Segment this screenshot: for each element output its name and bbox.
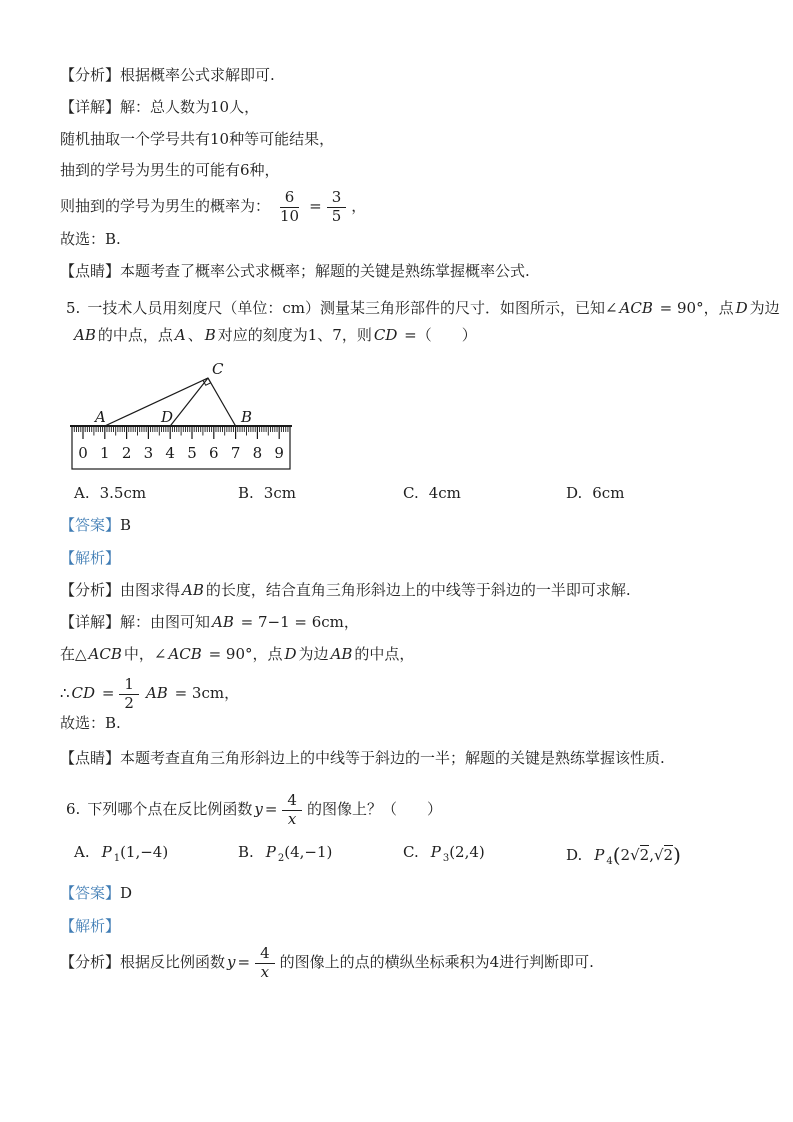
q5-choose: 故选：B.	[60, 714, 121, 732]
q6-jiexi	[60, 917, 120, 937]
q5-step: 在△ ACB 中，∠ ACB = 90°，点 D 为边 AB 的中点，	[60, 645, 415, 663]
ruler-number: 5	[187, 444, 197, 462]
q5-detail: 【详解】解：由图可知 AB = 7−1 = 6cm，	[60, 613, 359, 631]
answer-label: 【答案】	[60, 516, 121, 534]
ruler-number: 7	[230, 444, 241, 462]
ruler-number: 8	[252, 444, 263, 462]
q5-analysis: 【分析】由图求得 AB 的长度，结合直角三角形斜边上的中线等于斜边的一半即可求解.	[60, 581, 631, 599]
q6-option-c: C. P $_3$(2,4)	[403, 843, 485, 864]
ruler-number: 9	[274, 444, 284, 462]
q4-note: 【点睛】本题考查了概率公式求概率；解题的关键是熟练掌握概率公式.	[60, 262, 530, 280]
triangle-side	[170, 378, 208, 426]
q6-option-d: D. P $_4$(2√2,√2)	[566, 843, 681, 867]
q4-step2: 抽到的学号为男生的可能有6种，	[60, 161, 280, 179]
fraction-6-10: $\frac{6}{10}$	[280, 188, 300, 225]
triangle-side	[105, 378, 208, 426]
q5-option-b: B. 3cm	[238, 484, 296, 502]
analysis-label: 【分析】	[60, 66, 121, 84]
q6-answer: 【答案】D	[60, 884, 133, 902]
ruler-number: 1	[100, 444, 110, 462]
q5-stem-line1: 5. 一技术人员用刻度尺（单位：cm）测量某三角形部件的尺寸．如图所示，已知∠ ACB = 90°，点 D 为边	[66, 299, 780, 317]
q5-stem-line2: AB 的中点，点 A 、 B 对应的刻度为1、7，则 CD =（ ）	[74, 326, 477, 344]
q4-probability-equation: 则抽到的学号为男生的概率为： $\frac{6}{10}$ = $\frac{3}{5}$ ，	[60, 188, 367, 225]
sqrt-2: √2	[653, 846, 674, 864]
q5-number: 5.	[66, 299, 81, 317]
q5-options-row	[0, 484, 793, 514]
fraction-4-x: $\frac{4}{x}$	[255, 945, 275, 981]
fraction-1-2: $\frac{1}{2}$	[119, 676, 139, 712]
q6-stem: 6. 下列哪个点在反比例函数 y = $\frac{4}{x}$ 的图像上？（ ）	[66, 791, 442, 828]
q5-formula: ∴ CD = $\frac{1}{2}$ AB = 3cm ，	[60, 675, 240, 712]
q4-choose: 故选：B.	[60, 230, 121, 248]
q6-option-a: A. P $_1$(1,−4)	[74, 843, 169, 864]
q4-step1: 随机抽取一个学号共有10种等可能结果，	[60, 130, 335, 148]
q6-options-row	[0, 843, 793, 873]
ruler-triangle-figure	[60, 356, 305, 482]
q6-analysis: 【分析】根据反比例函数 y = $\frac{4}{x}$ 的图像上的点的横纵坐标乘积为4进行判断即可.	[60, 944, 594, 981]
q5-option-a: A. 3.5cm	[74, 484, 147, 502]
q6-option-b: B. P $_2$(4,−1)	[238, 843, 333, 864]
label-B: B	[241, 408, 253, 426]
q4-analysis-line: 【分析】根据概率公式求解即可.	[60, 66, 275, 84]
q5-answer: 【答案】B	[60, 516, 132, 534]
q5-note: 【点睛】本题考查直角三角形斜边上的中线等于斜边的一半；解题的关键是熟练掌握该性质.	[60, 749, 665, 767]
label-C: C	[212, 360, 224, 378]
q5-option-c: C. 4cm	[403, 484, 461, 502]
jiexi-label: 【解析】	[60, 917, 121, 935]
ruler-number: 3	[143, 444, 154, 462]
q5-jiexi	[60, 549, 120, 569]
fraction-4-x: $\frac{4}{x}$	[282, 792, 302, 828]
jiexi-label: 【解析】	[60, 549, 121, 567]
q6-number: 6.	[66, 800, 81, 819]
ruler-number: 4	[165, 444, 175, 462]
q5-option-d: D. 6cm	[566, 484, 625, 502]
ruler-number: 6	[209, 444, 219, 462]
answer-label: 【答案】	[60, 884, 121, 902]
fraction-3-5: $\frac{3}{5}$	[327, 189, 347, 225]
right-angle-marker	[203, 378, 211, 385]
label-A: A	[95, 408, 106, 426]
q4-detail-line: 【详解】解：总人数为10人，	[60, 98, 260, 116]
label-D: D	[161, 408, 174, 426]
ruler-number: 2	[121, 444, 132, 462]
ruler-number: 0	[78, 444, 88, 462]
triangle-side	[208, 378, 236, 426]
sqrt-2: √2	[630, 846, 650, 864]
